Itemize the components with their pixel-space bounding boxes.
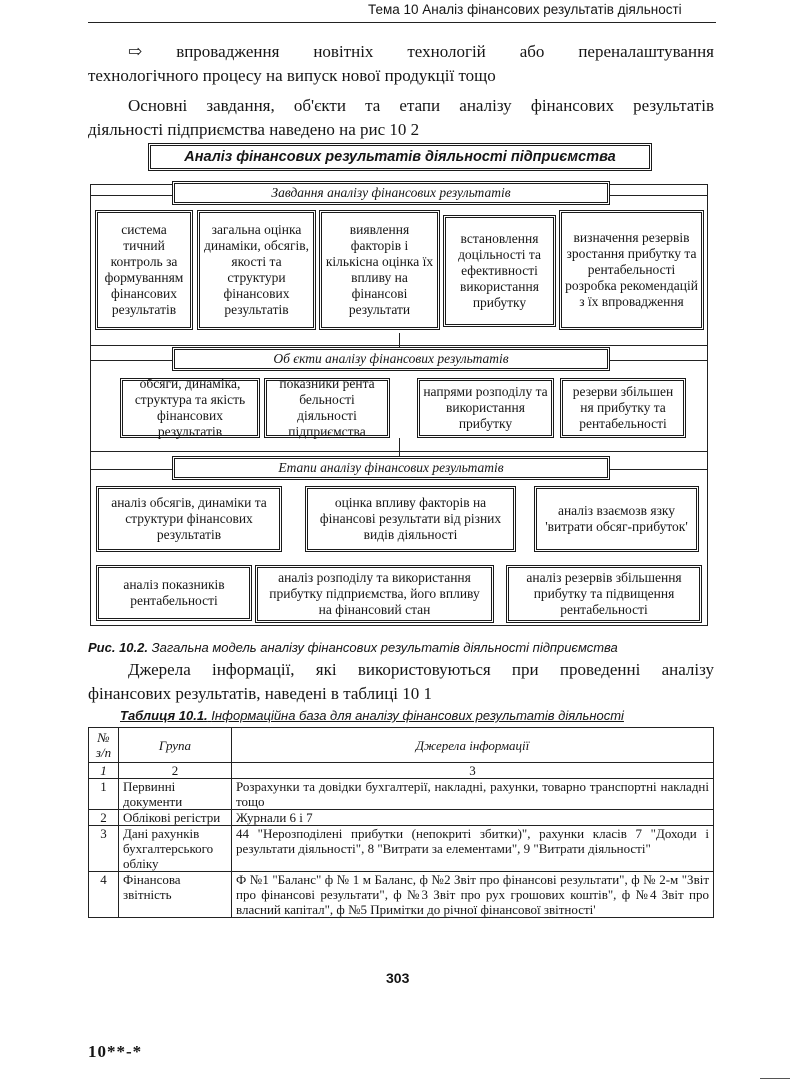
task-box-2: загальна оцінка динаміки, обсягів, якості та структури фінансових результатів [197,210,316,330]
objects-section-title: Об єкти аналізу фінансових результатів [172,347,610,371]
object-box-4: резерви збільшен ня прибутку та рентабельності [560,378,686,438]
connector-line [90,469,172,470]
figure-main-title: Аналіз фінансових результатів діяльності підприємства [148,143,652,171]
page-number: 303 [386,970,410,986]
intro-paragraph-line-1: Основні завдання, об'єкти та етапи аналізу фінансових результатів [128,96,714,115]
header-sources: Джерела інформації [232,728,714,763]
bullet-line-2: технологічного процесу на випуск нової продукції тощо [88,66,496,85]
header-rule [88,22,716,23]
table-row: 1 Первинні документи Розрахунки та довідки бухгалтерії, накладні, рахунки, товарно транспортні накладні тощо [89,779,714,810]
connector-line [90,345,708,346]
table-caption: Таблиця 10.1. Інформаційна база для аналізу фінансових результатів діяльності [120,708,624,723]
connector-line [399,438,400,456]
tasks-section-title: Завдання аналізу фінансових результатів [172,181,610,205]
task-box-5: визначення резервів зростання прибутку та рентабельності розробка рекомендацій з їх впровадження [559,210,704,330]
bullet-line-1 [88,40,714,64]
connector-line [90,451,708,452]
table-header-row [89,728,714,763]
connector-line [90,195,172,196]
intro-paragraph-line-2: діяльності підприємства наведено на рис 10 2 [88,120,420,139]
stage-box-2: оцінка впливу факторів на фінансові результати від різних видів діяльності [305,486,516,552]
table-colnum-row: 1 2 3 [89,763,714,779]
stage-box-6: аналіз резервів збільшення прибутку та підвищення рентабельності [506,565,702,623]
object-box-2: показники рента бельності діяльності підприємства [264,378,390,438]
stage-box-4: аналіз показників рентабельності [96,565,252,621]
running-header: Тема 10 Аналіз фінансових результатів діяльності [368,2,682,17]
arrow-bullet-icon: ⇨ [128,42,143,61]
header-number: № з/п [89,728,119,763]
figure-caption: Рис. 10.2. Загальна модель аналізу фінансових результатів діяльності підприємства [88,640,618,655]
object-box-1: обсяги, динаміка, структура та якість фінансових результатів [120,378,260,438]
info-table [88,727,714,918]
stage-box-5: аналіз розподілу та використання прибутку підприємства, його впливу на фінансовий стан [255,565,494,623]
stage-box-3: аналіз взаємозв язку 'витрати обсяг-прибуток' [534,486,699,552]
connector-line [610,195,708,196]
sources-paragraph-line-2: фінансових результатів, наведені в таблиці 10 1 [88,684,433,703]
stage-box-1: аналіз обсягів, динаміки та структури фінансових результатів [96,486,282,552]
object-box-3: напрями розподілу та використання прибутку [417,378,554,438]
task-box-4: встановлення доцільності та ефективності використання прибутку [443,215,556,327]
task-box-1: система тичний контроль за формуванням фінансових результатів [95,210,193,330]
corner-rule [760,1078,790,1079]
table-row: 4 Фінансова звітність Ф №1 "Баланс" ф № 1 м Баланс, ф №2 Звіт про фінансові результати", ф № 2-м "Звіт про фінансові результати", ф №3 Звіт про рух грошових коштів", ф №4 Звіт про власний капітал", ф №5 Примітки до річної фінансової звітності' [89,872,714,918]
table-row: 2 Облікові регістри Журнали 6 і 7 [89,810,714,826]
connector-line [610,360,708,361]
table-row: 3 Дані рахунків бухгалтерського обліку 44 "Нерозподілені прибутки (непокриті збитки)", рахунки класів 7 "Доходи і результати діяльності", 8 "Витрати за елементами", 9 "Витрати діяльності" [89,826,714,872]
task-box-3: виявлення факторів і кількісна оцінка їх впливу на фінансові результати [319,210,440,330]
sources-paragraph-line-1: Джерела інформації, які використовуються при проведенні аналізу [128,660,714,679]
printer-signature: 10**-* [88,1042,143,1061]
connector-line [610,469,708,470]
stages-section-title: Етапи аналізу фінансових результатів [172,456,610,480]
header-group: Група [119,728,232,763]
bullet-text-1: впровадження новітніх технологій або переналаштування [176,42,714,61]
connector-line [90,360,172,361]
